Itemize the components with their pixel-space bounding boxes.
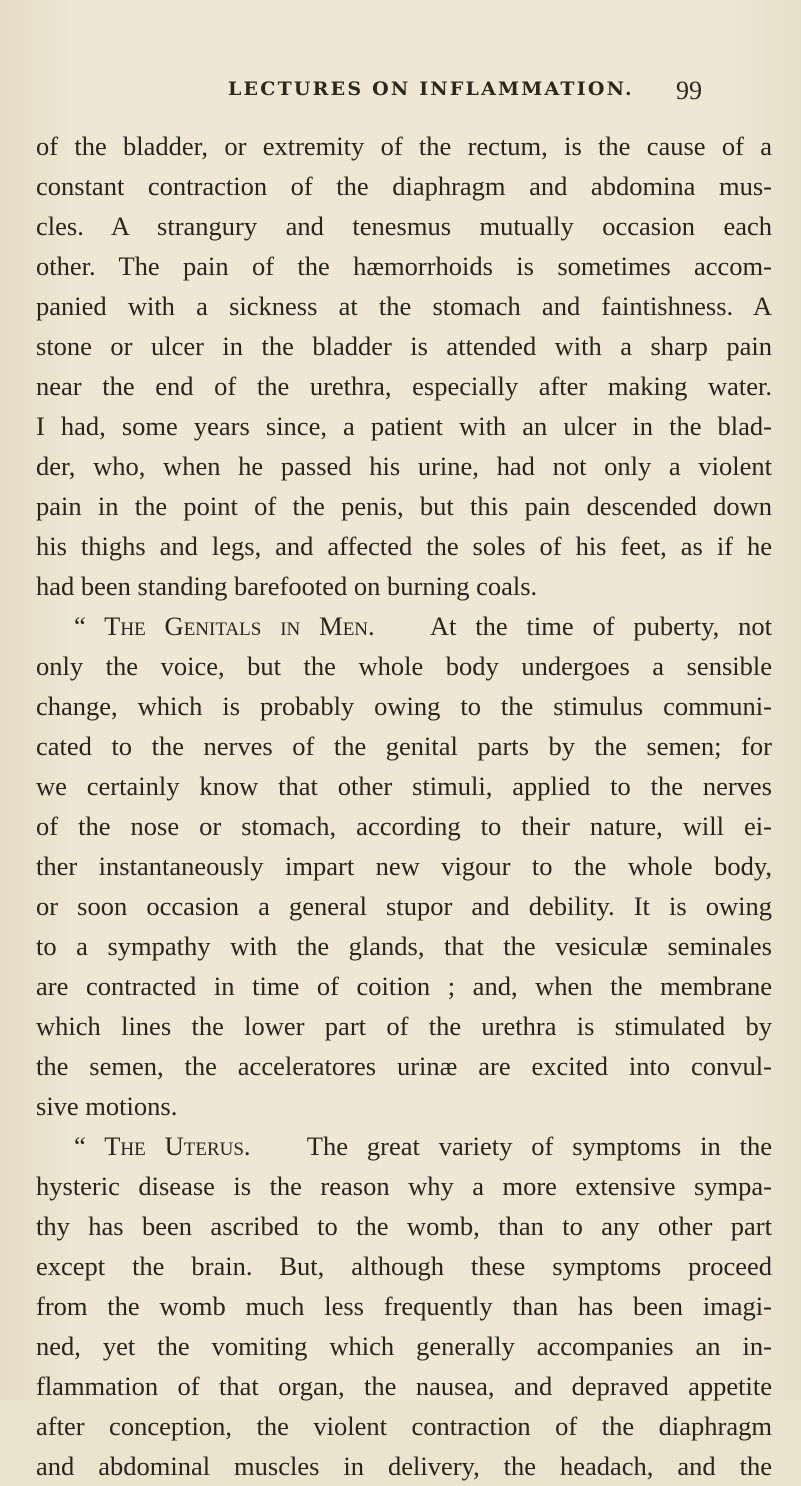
- text-line: der, who, when he passed his urine, had not only a violent: [36, 451, 772, 481]
- text-line: we certainly know that other stimuli, applied to the nerves: [36, 771, 772, 801]
- running-head: LECTURES ON INFLAMMATION.: [228, 78, 634, 100]
- text-line: cated to the nerves of the genital parts by the semen; for: [36, 731, 772, 761]
- text-line: only the voice, but the whole body undergoes a sensible: [36, 651, 772, 681]
- text-line: The great variety of symptoms in the: [306, 1131, 772, 1161]
- body-text: [36, 126, 772, 1486]
- text-line: near the end of the urethra, especially after making water.: [36, 371, 772, 401]
- text-line: the semen, the acceleratores urinæ are excited into convul-: [36, 1051, 772, 1081]
- text-line: other. The pain of the hæmorrhoids is sometimes accom-: [36, 251, 772, 281]
- section-first-line: [36, 606, 772, 646]
- text-line: ned, yet the vomiting which generally accompanies an in-: [36, 1331, 772, 1361]
- text-line: flammation of that organ, the nausea, and depraved appetite: [36, 1371, 772, 1401]
- page-number: 99: [676, 76, 702, 105]
- text-line: which lines the lower part of the urethra is stimulated by: [36, 1011, 772, 1041]
- text-line: ther instantaneously impart new vigour to the whole body,: [36, 851, 772, 881]
- text-line: pain in the point of the penis, but this pain descended down: [36, 491, 772, 521]
- text-line: except the brain. But, although these symptoms proceed: [36, 1251, 772, 1281]
- text-line: hysteric disease is the reason why a more extensive sympa-: [36, 1171, 772, 1201]
- text-line: are contracted in time of coition ; and, when the membrane: [36, 971, 772, 1001]
- text-line: cles. A strangury and tenesmus mutually occasion each: [36, 211, 772, 241]
- section-first-line: [36, 1126, 772, 1166]
- text-line: or soon occasion a general stupor and debility. It is owing: [36, 891, 772, 921]
- text-line: to a sympathy with the glands, that the vesiculæ seminales: [36, 931, 772, 961]
- text-line: his thighs and legs, and affected the soles of his feet, as if he: [36, 531, 772, 561]
- text-line: of the bladder, or extremity of the rectum, is the cause of a: [36, 131, 772, 161]
- text-line: change, which is probably owing to the stimulus communi-: [36, 691, 772, 721]
- text-line: and abdominal muscles in delivery, the headach, and the: [36, 1451, 772, 1481]
- text-line: stone or ulcer in the bladder is attended with a sharp pain: [36, 331, 772, 361]
- text-line: thy has been ascribed to the womb, than to any other part: [36, 1211, 772, 1241]
- page-header: [0, 78, 801, 108]
- text-line: constant contraction of the diaphragm and abdomina mus-: [36, 171, 772, 201]
- text-line: sive motions.: [36, 1091, 178, 1121]
- text-line: had been standing barefooted on burning coals.: [36, 571, 538, 601]
- text-line: I had, some years since, a patient with an ulcer in the blad-: [36, 411, 772, 441]
- section-heading-genitals: “ The Genitals in Men.: [74, 611, 375, 641]
- text-line: from the womb much less frequently than has been imagi-: [36, 1291, 772, 1321]
- text-line: panied with a sickness at the stomach and faintishness. A: [36, 291, 772, 321]
- text-line: of the nose or stomach, according to their nature, will ei-: [36, 811, 772, 841]
- text-line: At the time of puberty, not: [429, 611, 773, 641]
- section-heading-uterus: “ The Uterus.: [74, 1131, 251, 1161]
- text-line: after conception, the violent contraction of the diaphragm: [36, 1411, 772, 1441]
